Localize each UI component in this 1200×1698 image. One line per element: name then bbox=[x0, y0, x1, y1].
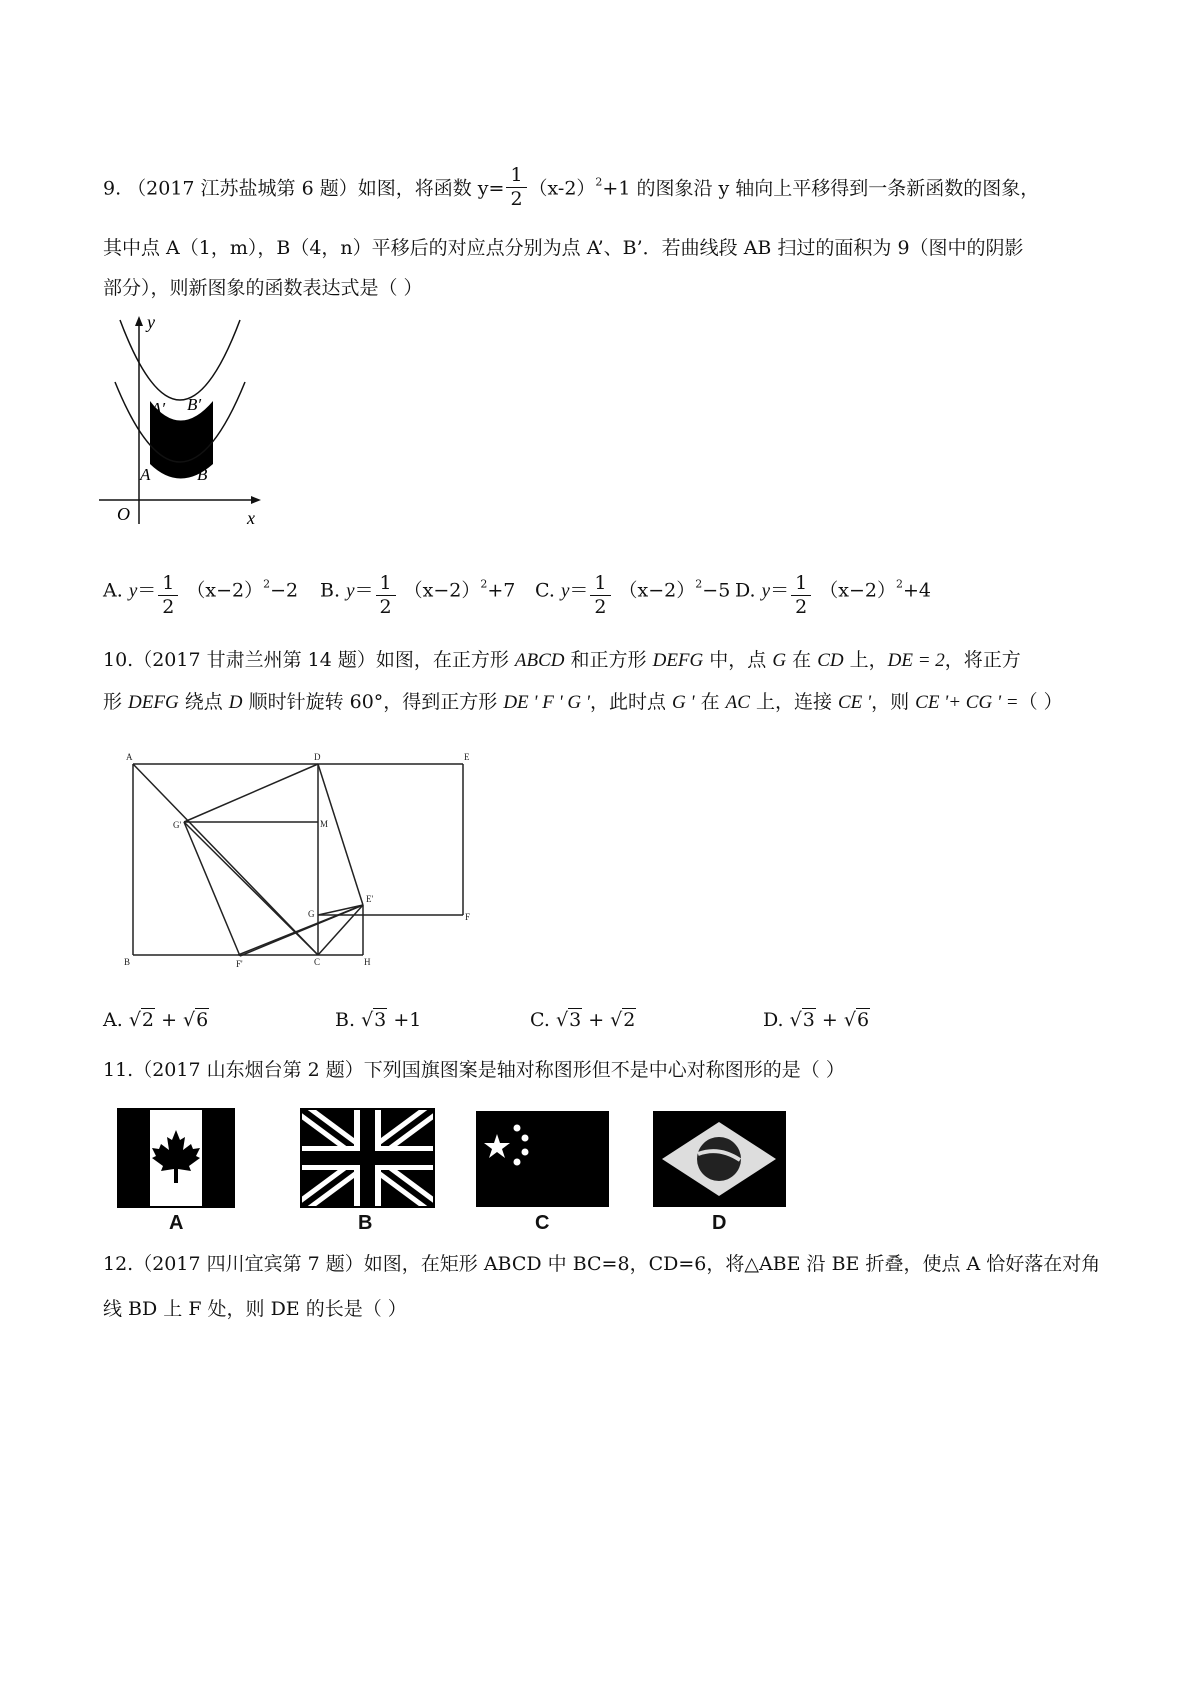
q9-label-x: x bbox=[247, 508, 255, 528]
q9-label-a: A bbox=[140, 465, 151, 484]
q9-line1: 9. （2017 江苏盐城第 6 题）如图，将函数 y= $\frac{1}{2}$ $(x-2)^2+1$ 的图象沿 y 轴向上平移得到一条新函数的图象， bbox=[103, 164, 1040, 210]
q9-option-b[interactable]: B. y＝ $\frac{1}{2}$ $(x-2)^2+7$ bbox=[320, 572, 516, 618]
q10-segment-g-prime-f-prime bbox=[184, 822, 240, 956]
q11-text: 11.（2017 山东烟台第 2 题）下列国旗图案是轴对称图形但不是中心对称图形的是（ ） bbox=[103, 1059, 845, 1081]
q10-label-b: B bbox=[124, 957, 131, 967]
uk-flag-icon bbox=[300, 1108, 435, 1208]
q10-label-d: D bbox=[314, 752, 321, 762]
q10-label-g-prime: G' bbox=[173, 820, 182, 830]
canada-flag-icon bbox=[117, 1108, 235, 1208]
q10-options bbox=[103, 1011, 1103, 1041]
q10-segment-de-prime bbox=[318, 764, 363, 905]
q12-line2: 线 BD 上 F 处，则 DE 的长是（ ） bbox=[103, 1298, 407, 1320]
q9-line3: 部分），则新图象的函数表达式是（ ） bbox=[103, 277, 423, 299]
q10-label-a: A bbox=[126, 752, 133, 762]
q11-flag-label-d: D bbox=[712, 1212, 727, 1234]
q9-shifted-curve bbox=[120, 320, 240, 400]
q11-option-a[interactable] bbox=[117, 1108, 235, 1238]
q10-segment-b-e-prime bbox=[238, 905, 363, 955]
q9-label-a-prime: A′ bbox=[151, 399, 166, 418]
q9-label-y: y bbox=[147, 312, 155, 332]
q10-segment-ce-prime bbox=[318, 905, 363, 955]
q9-y-arrow bbox=[135, 316, 143, 326]
q10-label-h: H bbox=[364, 957, 371, 967]
q10-option-c[interactable]: C. √3 + √2 bbox=[530, 1009, 636, 1031]
q10-segment-g-prime-c bbox=[184, 822, 318, 955]
q9-x-arrow bbox=[251, 496, 261, 504]
q10-label-e-prime: E' bbox=[366, 894, 374, 904]
q9-label-o: O bbox=[117, 504, 130, 524]
q9-line2: 其中点 A（1，m），B（4，n）平移后的对应点分别为点 A’、B’．若曲线段 AB 扫过的面积为 9（图中的阴影 bbox=[103, 237, 1024, 259]
q9-label-b-prime: B′ bbox=[187, 395, 202, 414]
q10-option-b[interactable]: B. √3 +1 bbox=[335, 1009, 422, 1031]
q9-fraction: $\frac{1}{2}$ bbox=[506, 166, 526, 209]
q9-parabola-figure bbox=[95, 312, 270, 534]
q11-flag-label-b: B bbox=[358, 1212, 373, 1234]
q10-label-e: E bbox=[464, 752, 470, 762]
q11-option-b[interactable] bbox=[300, 1108, 435, 1238]
q10-line1: 10.（2017 甘肃兰州第 14 题）如图，在正方形 ABCD 和正方形 DEFG 中，点 G 在 CD 上，DE = 2，将正方 bbox=[103, 649, 1021, 671]
q10-label-g: G bbox=[308, 909, 315, 919]
q9-option-a[interactable]: A. y＝ $\frac{1}{2}$ $(x-2)^2-2$ bbox=[103, 572, 299, 618]
q9-option-c[interactable]: C. y＝ $\frac{1}{2}$ $(x-2)^2-5$ bbox=[535, 572, 731, 618]
q10-label-f-prime: F' bbox=[236, 959, 243, 969]
q10-option-a[interactable]: A. √2 + √6 bbox=[103, 1009, 209, 1031]
q11-option-c[interactable] bbox=[475, 1110, 610, 1238]
q10-line2: 形 DEFG 绕点 D 顺时针旋转 60°，得到正方形 DE ' F ' G '，此时点 G ' 在 AC 上，连接 CE '，则 CE '+ CG ' =（ ） bbox=[103, 691, 1063, 713]
q11-option-d[interactable] bbox=[652, 1110, 787, 1238]
brazil-flag-icon bbox=[652, 1110, 787, 1208]
q12-line1: 12.（2017 四川宜宾第 7 题）如图，在矩形 ABCD 中 BC=8，CD=6，将△ABE 沿 BE 折叠，使点 A 恰好落在对角 bbox=[103, 1253, 1101, 1275]
q10-square-figure bbox=[118, 750, 478, 980]
q10-diagonal-ac bbox=[133, 764, 318, 955]
q11-flag-label-c: C bbox=[535, 1212, 550, 1234]
q9-label-b: B bbox=[197, 465, 208, 484]
q10-label-c: C bbox=[314, 957, 321, 967]
q9-option-d[interactable]: D. y＝ $\frac{1}{2}$ $(x-2)^2+4$ bbox=[735, 572, 931, 618]
china-flag-icon bbox=[475, 1110, 610, 1208]
q10-segment-dg-prime bbox=[184, 764, 318, 822]
q9-options bbox=[103, 570, 1103, 626]
q10-label-m: M bbox=[320, 819, 329, 829]
q11-flag-label-a: A bbox=[169, 1212, 184, 1234]
q10-label-f: F bbox=[465, 912, 471, 922]
q10-option-d[interactable]: D. √3 + √6 bbox=[763, 1009, 870, 1031]
